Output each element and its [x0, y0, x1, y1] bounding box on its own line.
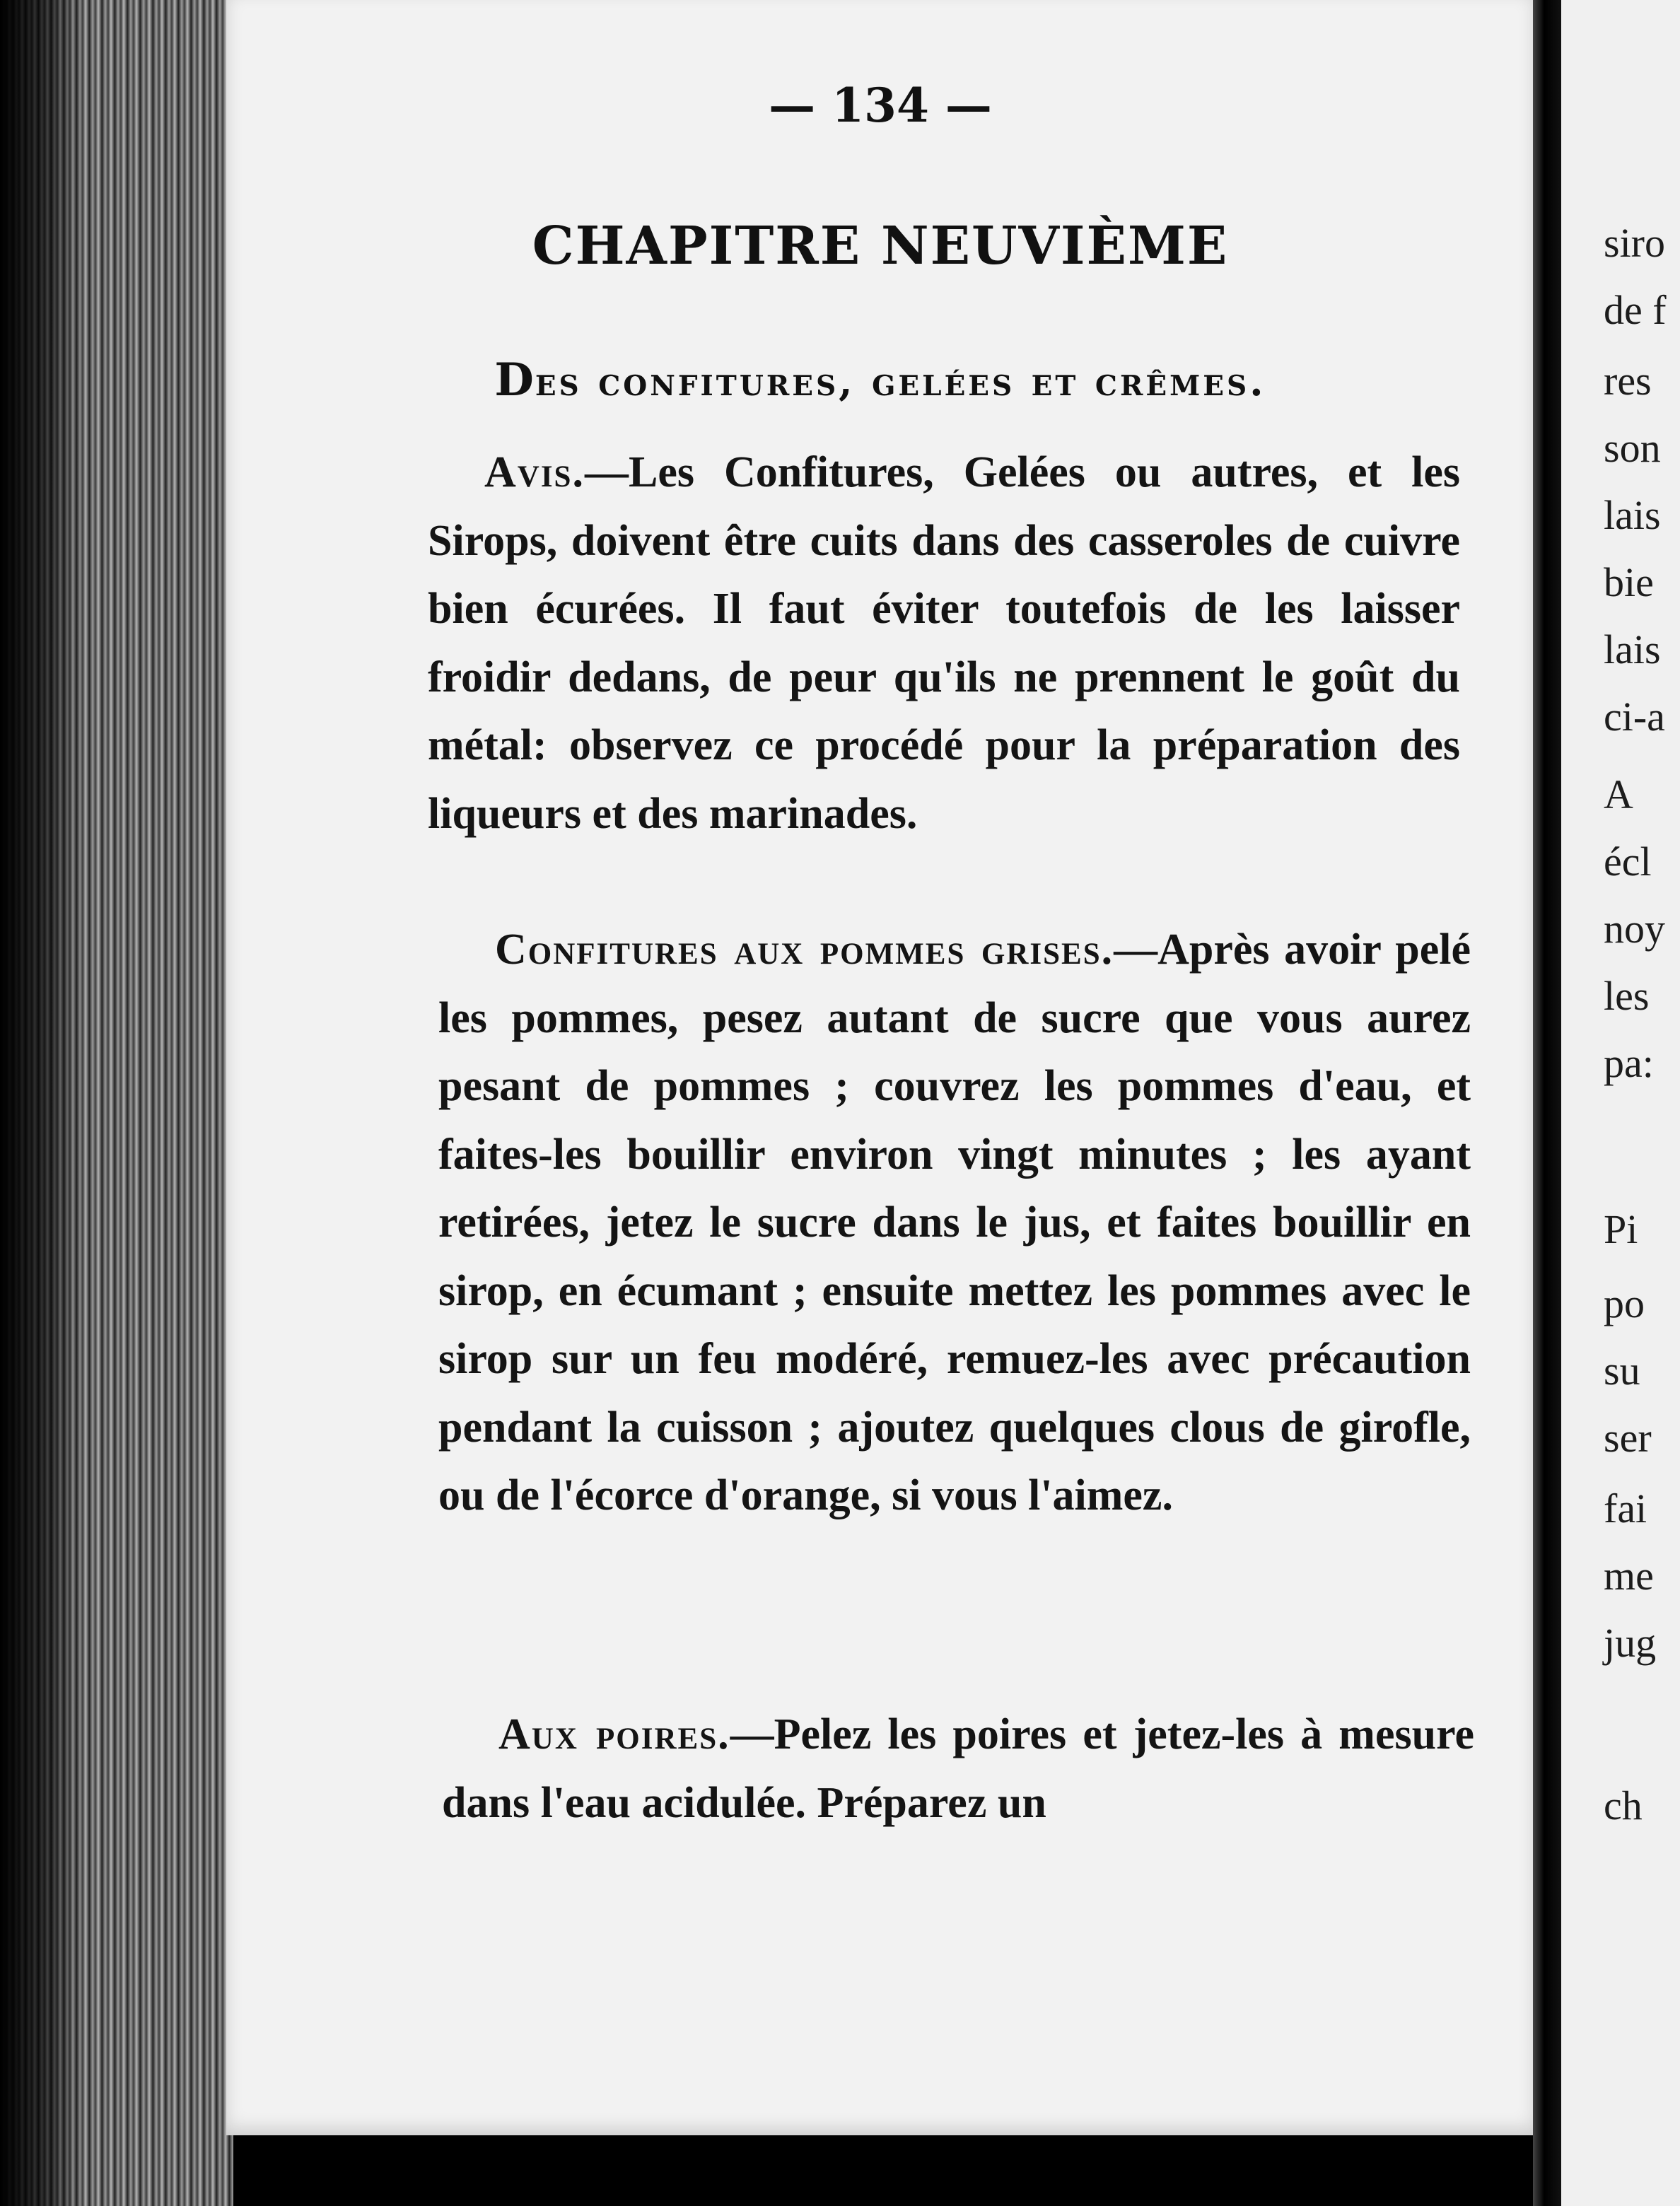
page-number: — 134 —: [769, 78, 992, 133]
paragraph-poires: [442, 1700, 1474, 1837]
paragraph-text: —Les Confitures, Gelées ou autres, et les Sirops, doivent être cuits dans des casseroles de cuivre bien écurées. Il faut éviter toutefois de les laisser froidir dedans, de peur qu'ils ne prennent le goût du métal: observez ce procédé pour la préparation des liqueurs et des marinades.: [428, 448, 1460, 838]
paragraph-lead: Avis.: [484, 448, 585, 496]
section-title-initial: D: [494, 354, 535, 407]
paragraph-pommes-grises: [438, 916, 1471, 1530]
facing-line: fai: [1604, 1486, 1647, 1531]
facing-line: A: [1604, 771, 1633, 817]
facing-line: bie: [1604, 559, 1654, 605]
facing-line: jug: [1604, 1620, 1657, 1666]
facing-line: po: [1604, 1280, 1645, 1326]
facing-line: de f: [1604, 287, 1667, 333]
facing-line: son: [1604, 425, 1661, 471]
book-gutter: [1533, 0, 1561, 2206]
paragraph-text: —Pelez les poires et jetez-les à mesure dans l'eau acidulée. Préparez un: [442, 1710, 1474, 1827]
section-title: [226, 354, 1534, 407]
paragraph-lead: Confitures aux pommes grises.: [495, 926, 1114, 974]
facing-line: les: [1604, 973, 1650, 1019]
facing-line: lais: [1604, 626, 1661, 672]
facing-line: noy: [1604, 906, 1665, 952]
section-title-rest: es confitures, gelées et crêmes.: [535, 358, 1266, 405]
facing-line: siro: [1604, 220, 1665, 266]
page-edges-shadow: [0, 0, 85, 2206]
facing-line: ci-a: [1604, 694, 1665, 740]
facing-line: écl: [1604, 839, 1652, 885]
facing-line: lais: [1604, 492, 1661, 538]
facing-line: su: [1604, 1348, 1640, 1394]
paragraph-text: —Après avoir pelé les pommes, pesez autant de sucre que vous aurez pesant de pommes ; couvrez les pommes d'eau, et faites-les bouillir environ vingt minutes ; les ayant retirées, jetez le sucre dans le jus, et faites bouillir en sirop, en écumant ; ensuite mettez les pommes avec le sirop sur un feu modéré, remuez-les avec précaution pendant la cuisson ; ajoutez quelques clous de girofle, ou de l'écorce d'orange, si vous l'aimez.: [438, 926, 1471, 1519]
paragraph-avis: [428, 438, 1460, 848]
facing-line: pa:: [1604, 1040, 1654, 1086]
facing-line: ser: [1604, 1415, 1652, 1461]
facing-page: [1561, 0, 1680, 2206]
chapter-title: CHAPITRE NEUVIÈME: [532, 216, 1229, 276]
book-page: [226, 0, 1534, 2135]
paragraph-lead: Aux poires.: [498, 1710, 730, 1758]
facing-line: Pi: [1604, 1206, 1638, 1252]
facing-line: res: [1604, 358, 1652, 404]
facing-line: ch: [1604, 1782, 1643, 1828]
facing-line: me: [1604, 1553, 1654, 1599]
